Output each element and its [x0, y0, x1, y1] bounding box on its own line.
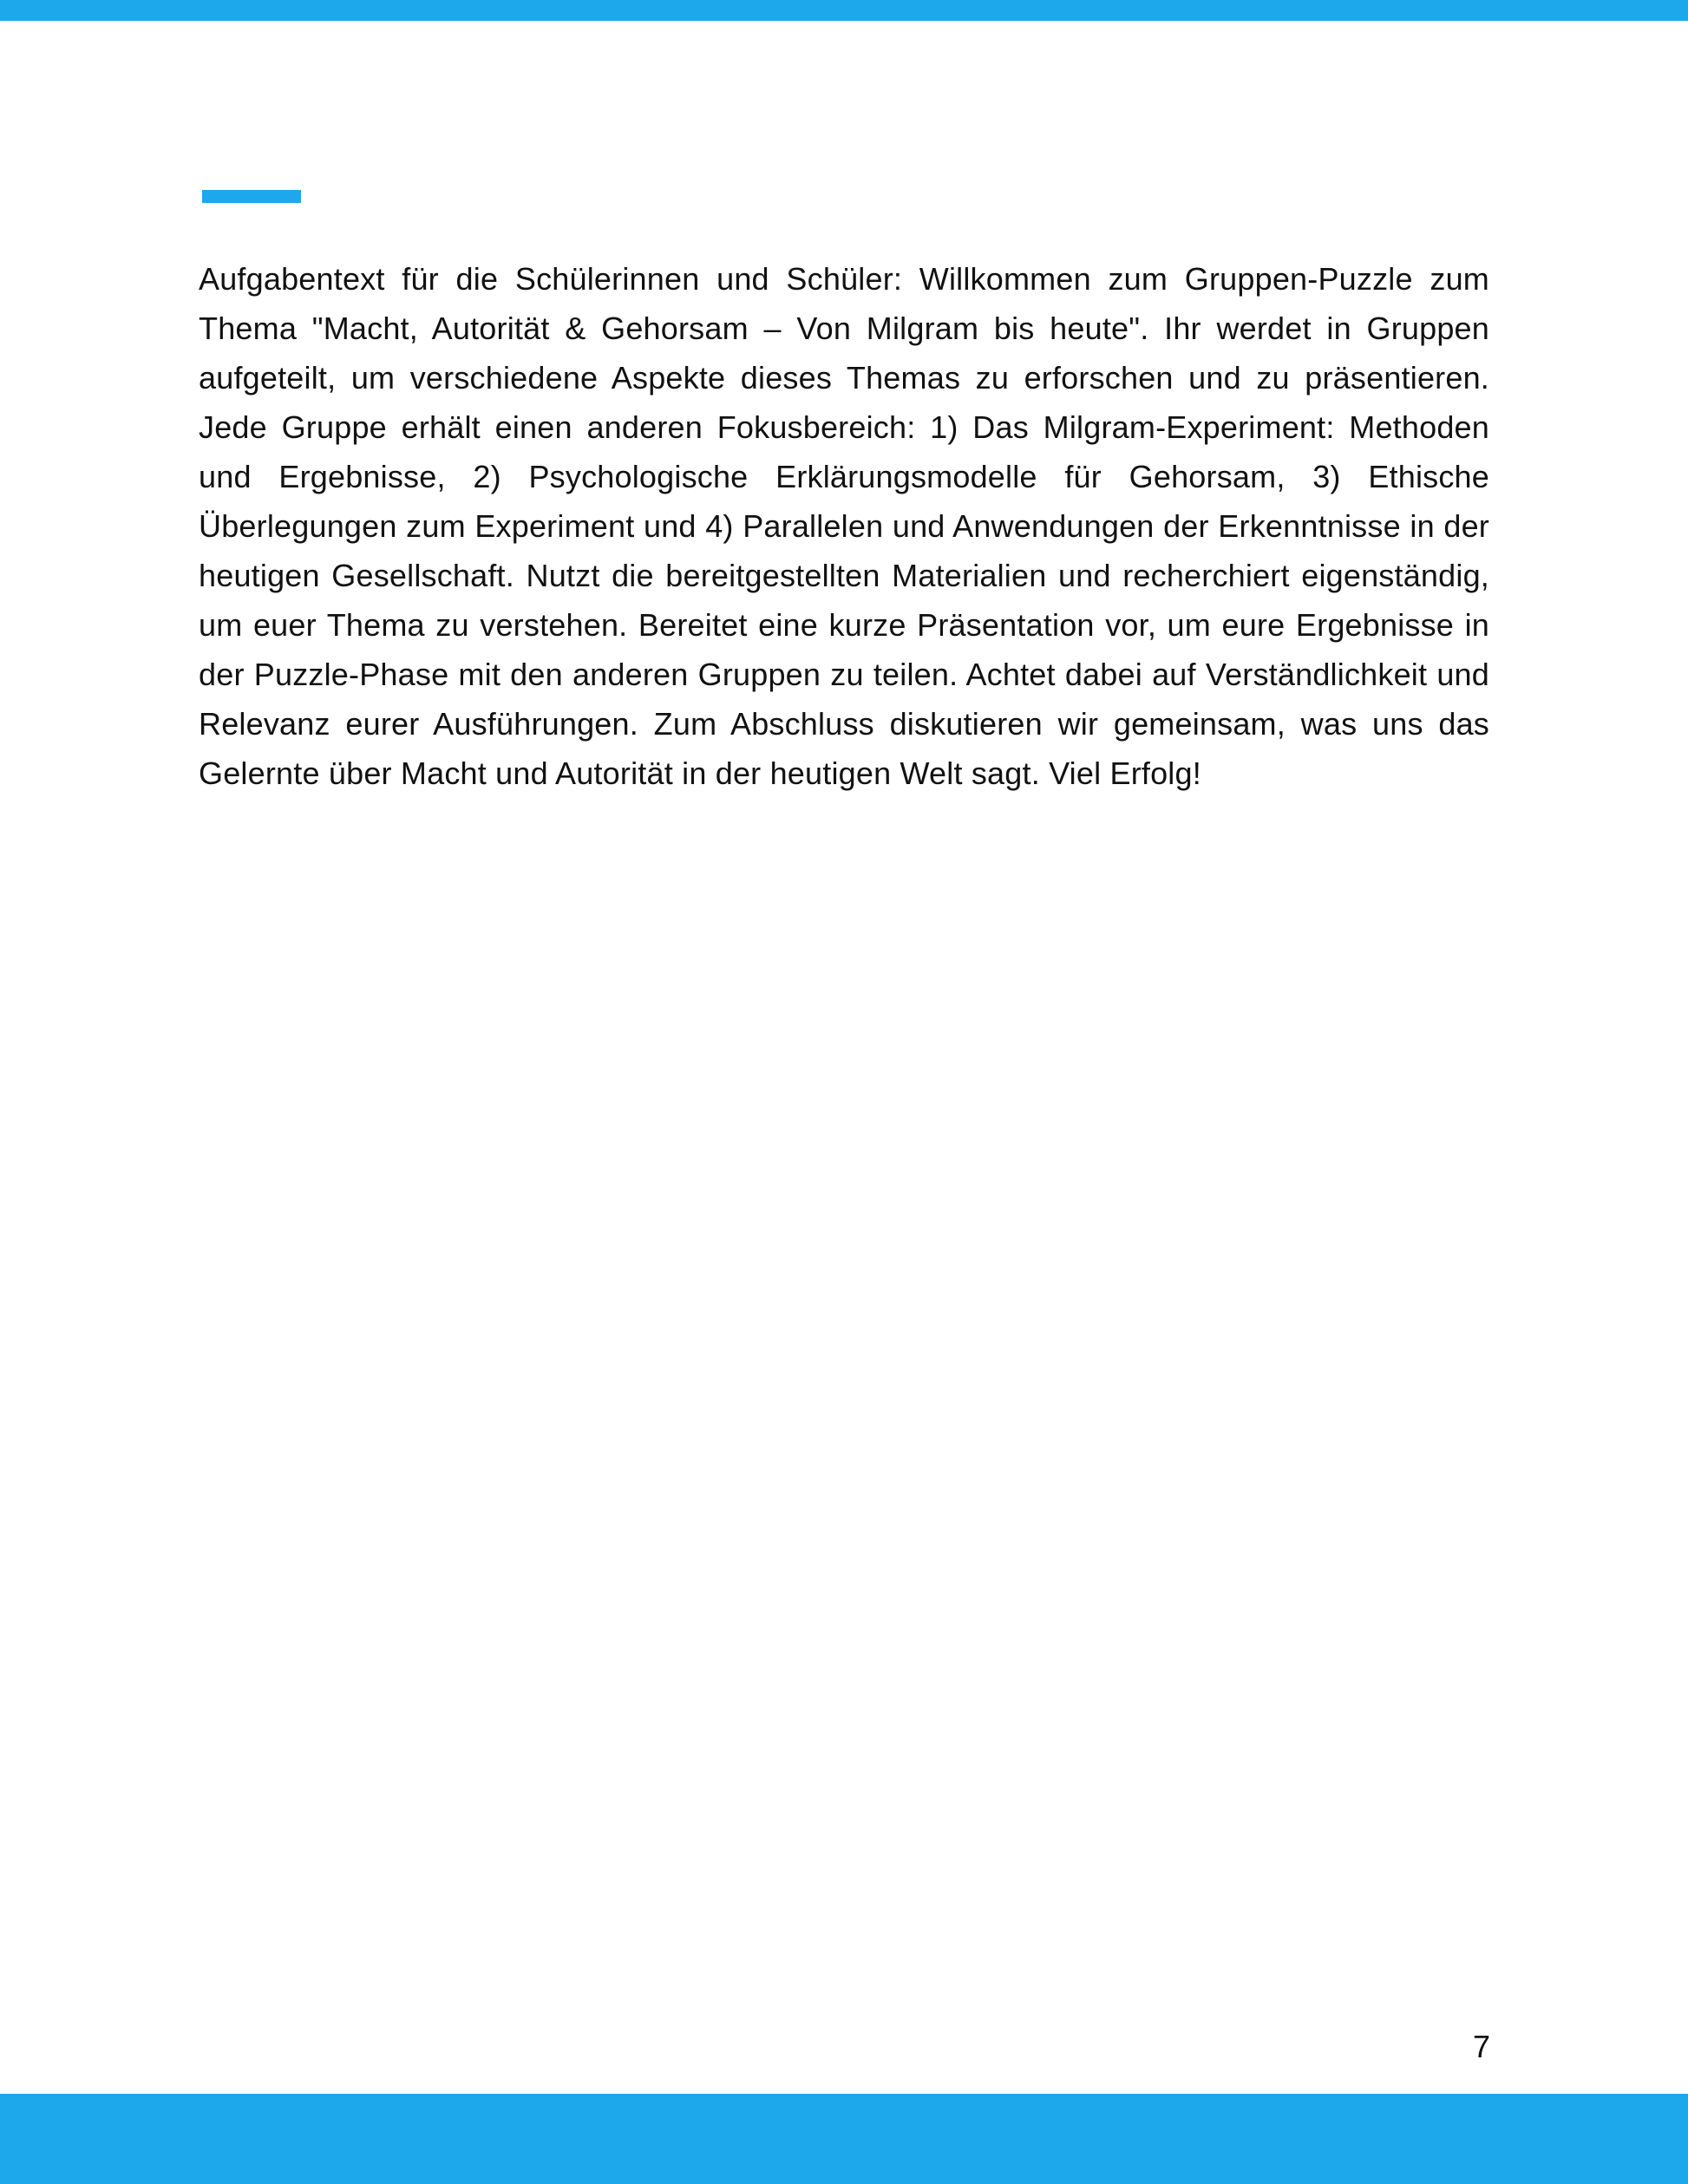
- bottom-accent-bar: [0, 2094, 1688, 2184]
- section-accent-dash: [202, 190, 301, 203]
- page-number: 7: [1472, 2029, 1490, 2064]
- top-accent-bar: [0, 0, 1688, 21]
- assignment-text: Aufgabentext für die Schülerinnen und Schüler: Willkommen zum Gruppen-Puzzle zum Thema "Macht, Autorität & Gehorsam – Von Milgram bis heute". Ihr werdet in Gruppen aufgeteilt, um verschiedene Aspekte dieses Themas zu erforschen und zu präsentieren. Jede Gruppe erhält einen anderen Fokusbereich: 1) Das Milgram-Experiment: Methoden und Ergebnisse, 2) Psychologische Erklärungsmodelle für Gehorsam, 3) Ethische Überlegungen zum Experiment und 4) Parallelen und Anwendungen der Erkenntnisse in der heutigen Gesellschaft. Nutzt die bereitgestellten Materialien und recherchiert eigenständig, um euer Thema zu verstehen. Bereitet eine kurze Präsentation vor, um eure Ergebnisse in der Puzzle-Phase mit den anderen Gruppen zu teilen. Achtet dabei auf Verständlichkeit und Relevanz eurer Ausführungen. Zum Abschluss diskutieren wir gemeinsam, was uns das Gelernte über Macht und Autorität in der heutigen Welt sagt. Viel Erfolg!: [199, 261, 1489, 791]
